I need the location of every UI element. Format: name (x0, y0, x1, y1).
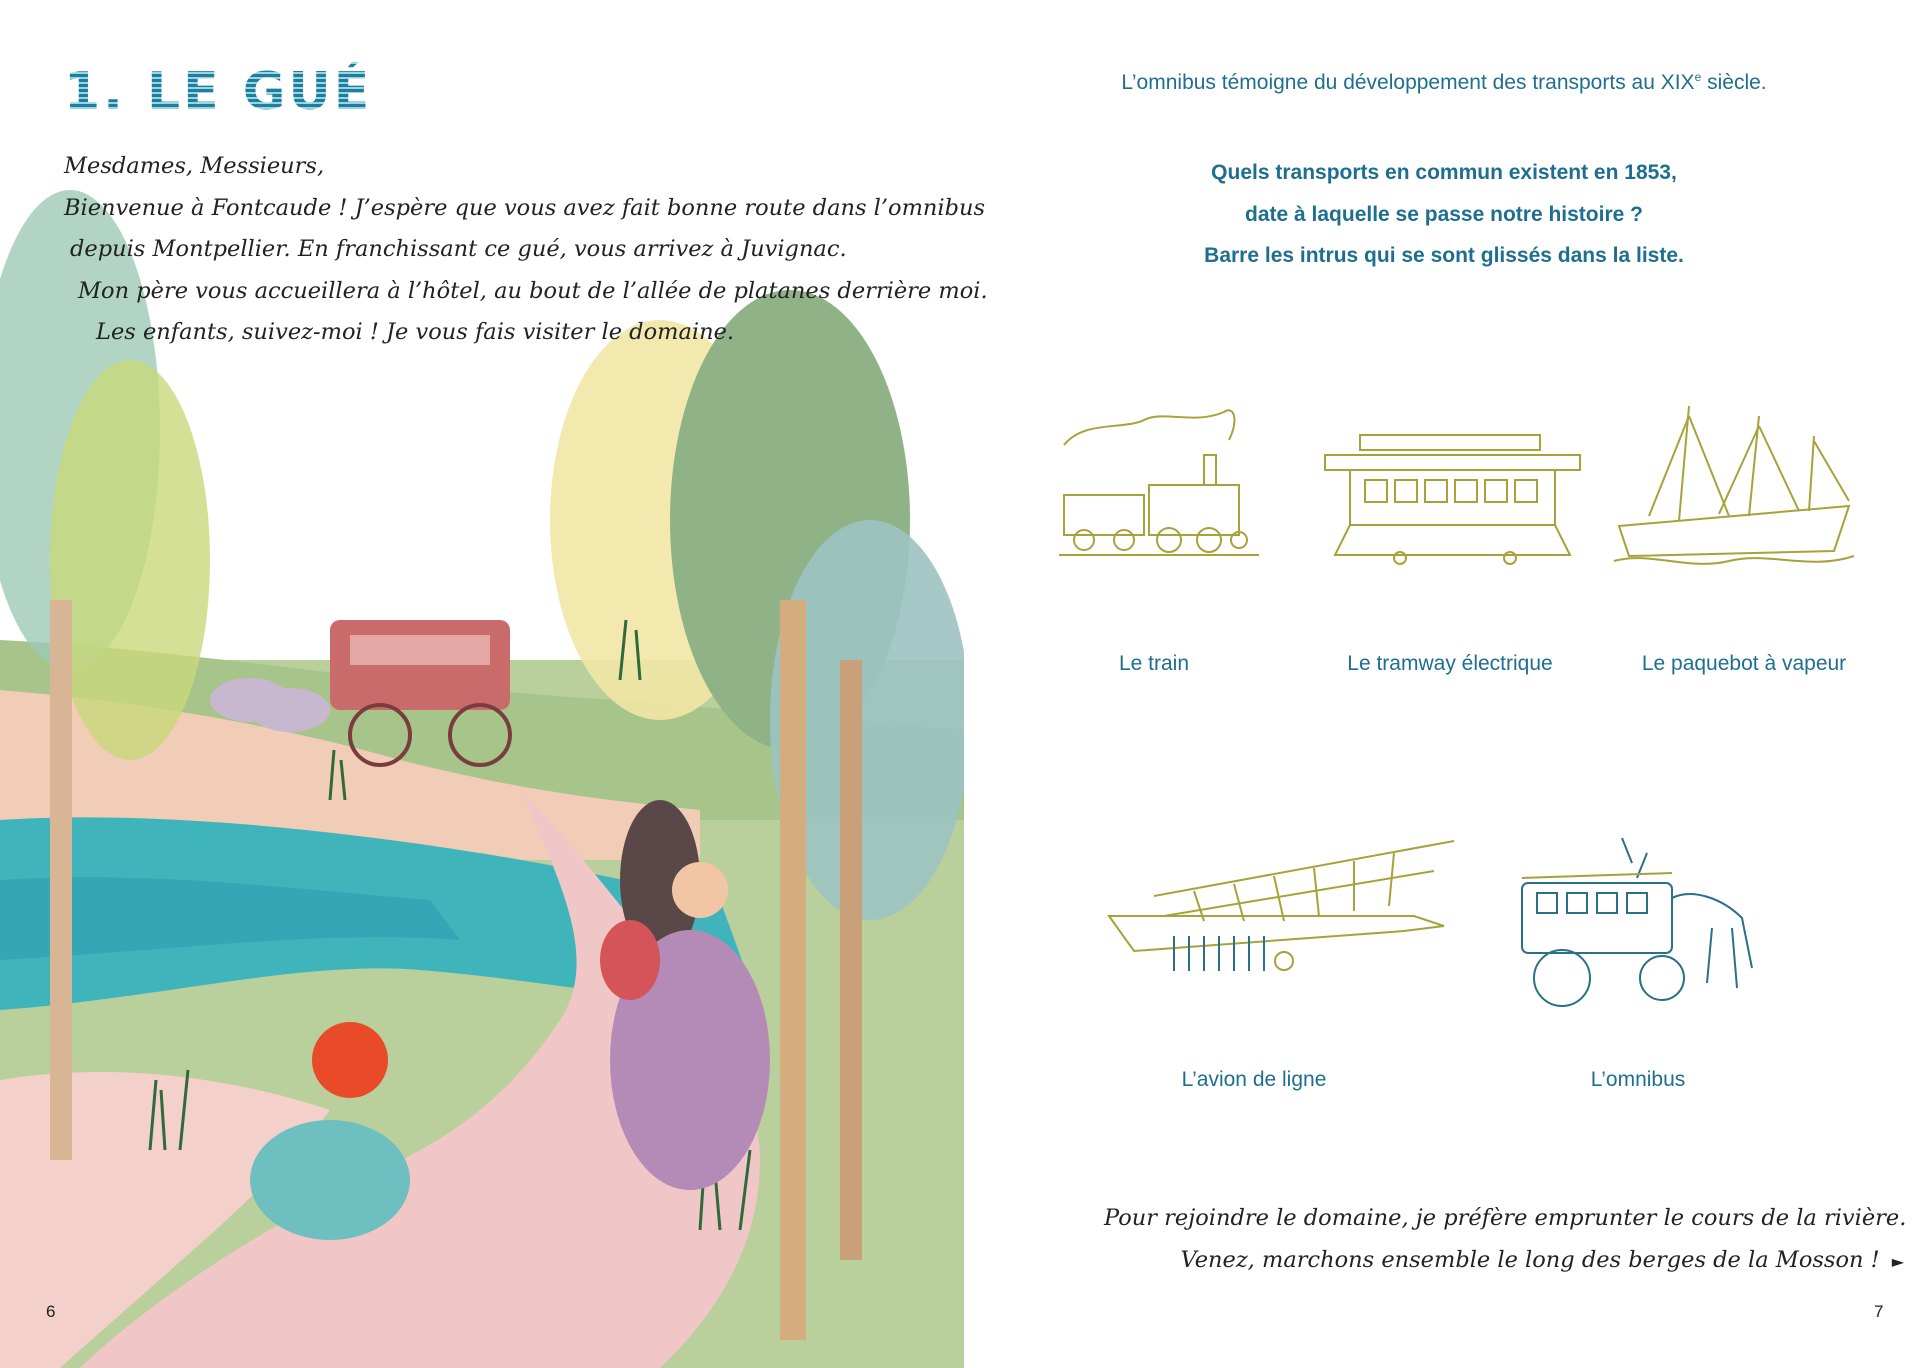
transport-intro (1094, 70, 1794, 95)
chapter-title: 1. LE GUÉ (64, 62, 373, 122)
vehicle-label: Le train (1118, 652, 1190, 675)
question-line: Quels transports en commun existent en 1853, (1211, 161, 1677, 184)
airliner-icon[interactable] (1104, 836, 1464, 986)
intro-line: Bienvenue à Fontcaude ! J’espère que vous avez fait bonne route dans l’omnibus (64, 194, 986, 221)
vehicle-label: L’avion de ligne (1181, 1068, 1327, 1091)
intro-line: depuis Montpellier. En franchissant ce gué, vous arrivez à Juvignac. (70, 236, 847, 262)
right-page (964, 0, 1920, 1368)
intro-text (64, 146, 988, 354)
vehicle-label: L’omnibus (1590, 1068, 1686, 1091)
intro-line: Les enfants, suivez-moi ! Je vous fais visiter le domaine. (96, 319, 735, 345)
steamship-icon[interactable] (1609, 396, 1859, 576)
closing-line: Pour rejoindre le domaine, je préfère emprunter le cours de la rivière. (1104, 1205, 1907, 1231)
closing-line (1104, 1240, 1904, 1283)
vehicle-label: Le tramway électrique (1347, 652, 1553, 675)
next-page-arrow-icon[interactable]: ► (1891, 1251, 1904, 1271)
closing-text (1104, 1198, 1907, 1282)
question-line: date à laquelle se passe notre histoire ? (1245, 202, 1643, 226)
page-number-left: 6 (46, 1302, 56, 1321)
vehicle-label: Le paquebot à vapeur (1641, 652, 1847, 675)
page-number-right: 7 (1874, 1302, 1884, 1321)
transport-intro-end: siècle. (1701, 71, 1767, 94)
closing-line-text: Venez, marchons ensemble le long des berges de la Mosson ! (1180, 1246, 1880, 1273)
train-icon[interactable] (1054, 400, 1264, 570)
exercise-question (1074, 152, 1814, 277)
intro-line: Mon père vous accueillera à l’hôtel, au bout de l’allée de platanes derrière moi. (78, 277, 988, 304)
omnibus-icon[interactable] (1512, 818, 1762, 1008)
century-superscript: e (1694, 70, 1702, 84)
transport-intro-text: L’omnibus témoigne du développement des transports au XIX (1121, 71, 1695, 94)
question-line: Barre les intrus qui se sont glissés dans la liste. (1204, 244, 1684, 267)
intro-line: Mesdames, Messieurs, (64, 153, 325, 179)
tramway-icon[interactable] (1320, 430, 1590, 570)
